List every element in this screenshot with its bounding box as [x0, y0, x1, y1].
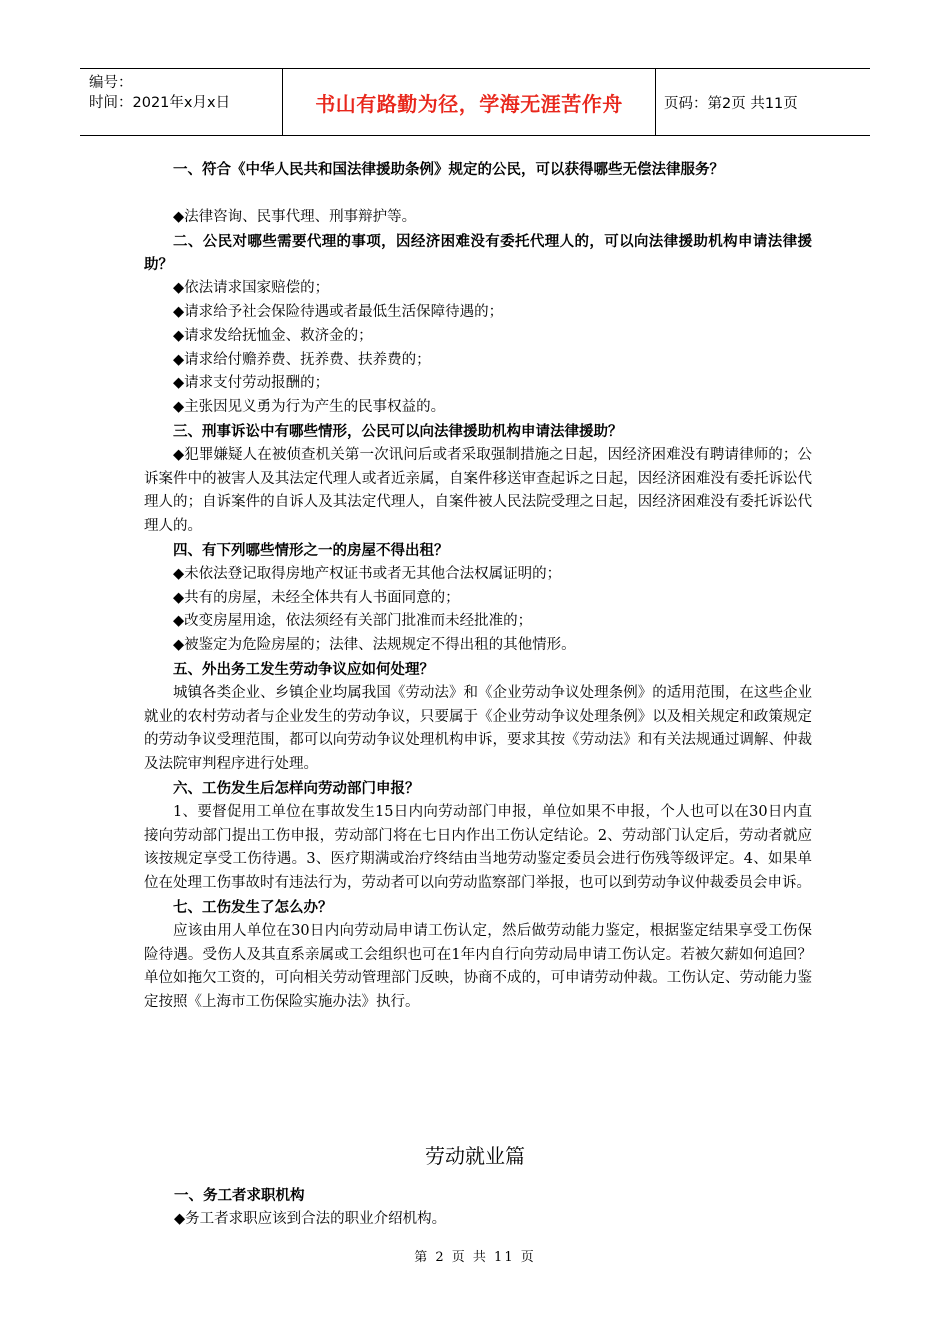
code-label: 编号： [89, 75, 133, 91]
question-1: 一、符合《中华人民共和国法律援助条例》规定的公民，可以获得哪些无偿法律服务？ [173, 161, 724, 178]
answer-2-4: ◆请求给付赡养费、抚养费、扶养费的； [173, 351, 431, 368]
page-header [80, 68, 870, 136]
time-label: 时间：2021年x月x日 [89, 95, 231, 111]
answer-2-2: ◆请求给予社会保险待遇或者最低生活保障待遇的； [173, 303, 504, 320]
question-6: 六、工伤发生后怎样向劳动部门申报？ [173, 779, 420, 797]
answer-7: 应该由用人单位在30日内向劳动局申请工伤认定，然后做劳动能力鉴定，根据鉴定结果享受工伤保险待遇。受伤人及其直系亲属或工会组织也可在1年内自行向劳动局申请工伤认定。若被欠薪如何追回？单位如拖欠工资的，可向相关劳动管理部门反映，协商不成的，可申请劳动仲裁。工伤认定、劳动能力鉴定按照《上海市工伤保险实施办法》执行。 [144, 922, 812, 1011]
answer-4-1: ◆未依法登记取得房地产权证书或者无其他合法权属证明的； [173, 565, 562, 582]
question-3: 三、刑事诉讼中有哪些情形，公民可以向法律援助机构申请法律援助？ [173, 422, 623, 440]
question-2: 二、公民对哪些需要代理的事项，因经济困难没有委托代理人的，可以向法律援助机构申请法律援助？ [144, 232, 812, 274]
header-meta [80, 69, 283, 135]
answer-4-2: ◆共有的房屋，未经全体共有人书面同意的； [173, 589, 460, 606]
answer-3: ◆犯罪嫌疑人在被侦查机关第一次讯问后或者采取强制措施之日起，因经济困难没有聘请律师的；公诉案件中的被害人及其法定代理人或者近亲属，自案件移送审查起诉之日起，因经济困难没有委托诉讼代理人的；自诉案件的自诉人及其法定代理人，自案件被人民法院受理之日起，因经济困难没有委托诉讼代理人的。 [144, 446, 812, 535]
answer-4-3: ◆改变房屋用途，依法须经有关部门批准而未经批准的； [173, 613, 533, 630]
header-page-info: 页码：第2页 共11页 [664, 95, 798, 112]
chapter-answer-1: ◆务工者求职应该到合法的职业介绍机构。 [174, 1210, 447, 1227]
page-footer: 第 2 页 共 11 页 [414, 1250, 536, 1265]
question-4: 四、有下列哪些情形之一的房屋不得出租？ [173, 541, 449, 559]
question-7: 七、工伤发生了怎么办？ [173, 898, 333, 916]
chapter-title: 劳动就业篇 [425, 1144, 525, 1168]
answer-2-1: ◆依法请求国家赔偿的； [173, 280, 330, 297]
header-motto: 书山有路勤为径，学海无涯苦作舟 [283, 69, 656, 135]
answer-2-6: ◆主张因见义勇为行为产生的民事权益的。 [173, 399, 446, 416]
answer-2-3: ◆请求发给抚恤金、救济金的； [173, 327, 373, 344]
question-5: 五、外出务工发生劳动争议应如何处理？ [173, 660, 434, 678]
answer-6: 1、要督促用工单位在事故发生15日内向劳动部门申报，单位如果不申报，个人也可以在30日内直接向劳动部门提出工伤申报，劳动部门将在七日内作出工伤认定结论。2、劳动部门认定后，劳动者就应该按规定享受工伤待遇。3、医疗期满或治疗终结由当地劳动鉴定委员会进行伤残等级评定。4、如果单位在处理工伤事故时有违法行为，劳动者可以向劳动监察部门举报，也可以到劳动争议仲裁委员会申诉。 [144, 803, 812, 892]
chapter-question-1: 一、务工者求职机构 [174, 1187, 305, 1204]
answer-4-4: ◆被鉴定为危险房屋的；法律、法规规定不得出租的其他情形。 [173, 637, 576, 654]
main-content [144, 158, 812, 1015]
chapter-content [174, 1184, 814, 1232]
answer-2-5: ◆请求支付劳动报酬的； [173, 375, 330, 392]
answer-5: 城镇各类企业、乡镇企业均属我国《劳动法》和《企业劳动争议处理条例》的适用范围，在这些企业就业的农村劳动者与企业发生的劳动争议，只要属于《企业劳动争议处理条例》以及相关规定和政策规定的劳动争议受理范围，都可以向劳动争议处理机构申诉，要求其按《劳动法》和有关法规通过调解、仲裁及法院审判程序进行处理。 [144, 684, 812, 773]
answer-1: ◆法律咨询、民事代理、刑事辩护等。 [173, 208, 417, 225]
